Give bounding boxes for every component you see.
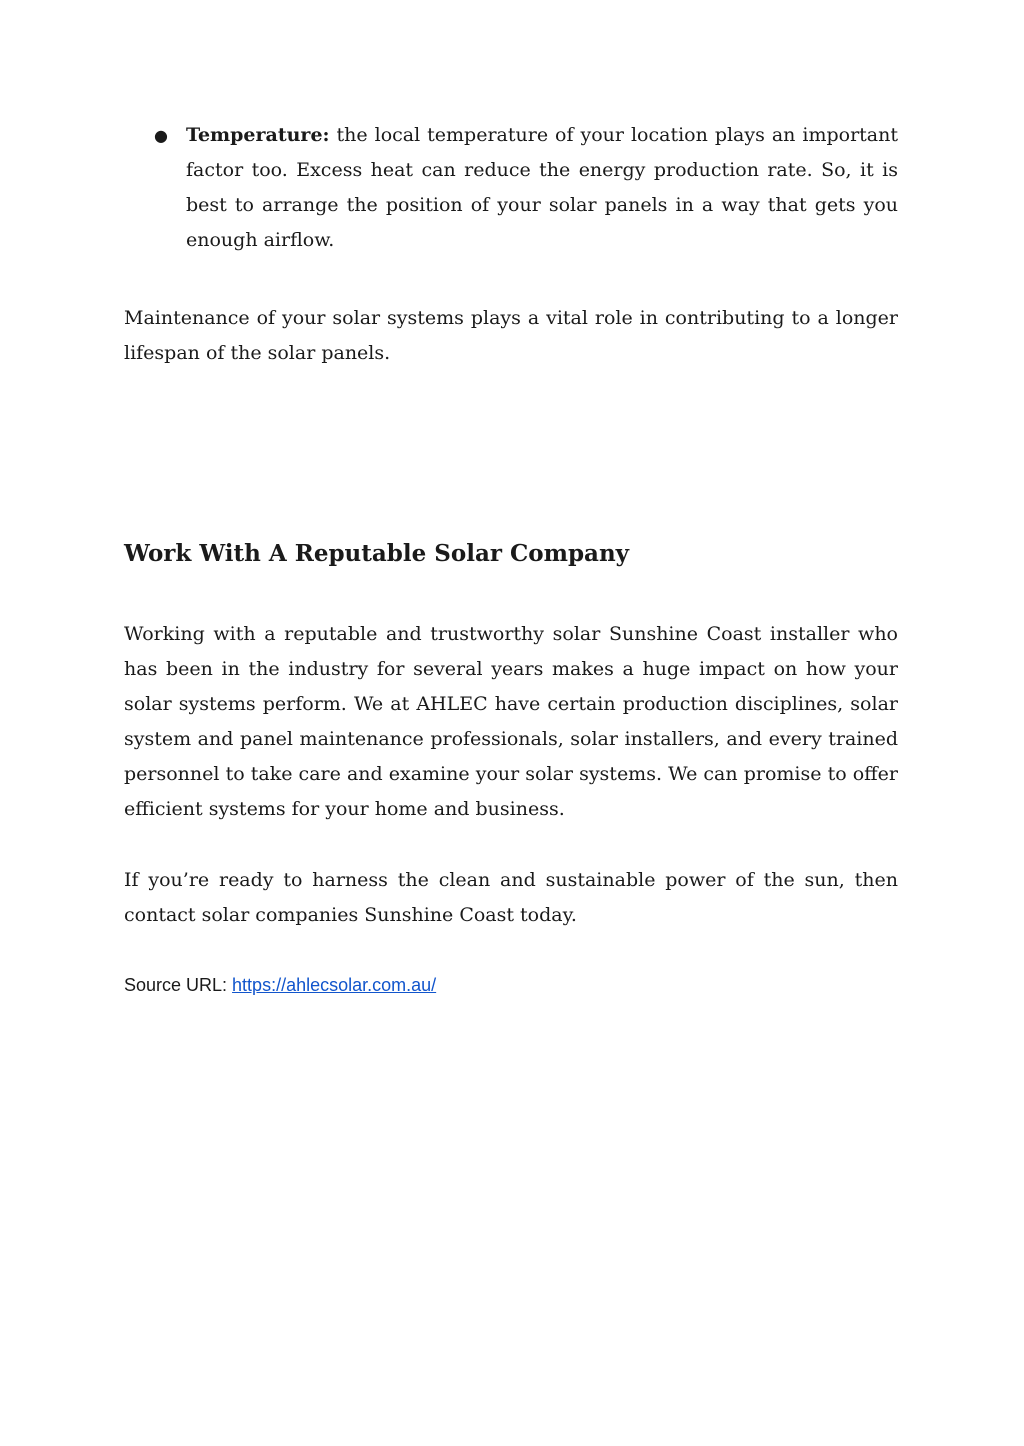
paragraph-maintenance: Maintenance of your solar systems plays a vital role in contributing to a longer lifespan of the solar panels. [124, 307, 898, 364]
source-line [124, 972, 436, 998]
section-heading: Work With A Reputable Solar Company [124, 540, 630, 567]
source-link[interactable]: https://ahlecsolar.com.au/ [232, 975, 437, 995]
bullet-term: Temperature: [186, 124, 330, 146]
bullet-dot-icon: ● [154, 126, 168, 145]
source-label: Source URL: [124, 975, 233, 995]
paragraph-contact: If you’re ready to harness the clean and sustainable power of the sun, then contact solar companies Sunshine Coast today. [124, 869, 898, 926]
paragraph-working: Working with a reputable and trustworthy solar Sunshine Coast installer who has been in the industry for several years makes a huge impact on how your solar systems perform. We at AHLEC have certain production disciplines, solar system and panel maintenance professionals, solar installers, and every trained personnel to take care and examine your solar systems. We can promise to offer efficient systems for your home and business. [124, 623, 898, 820]
bullet-item-temperature [124, 118, 898, 258]
bullet-text: the local temperature of your location plays an important factor too. Excess heat can reduce the energy production rate. So, it is best to arrange the position of your solar panels in a way that gets you enough airflow. [186, 124, 898, 251]
bullet-list [124, 118, 898, 258]
